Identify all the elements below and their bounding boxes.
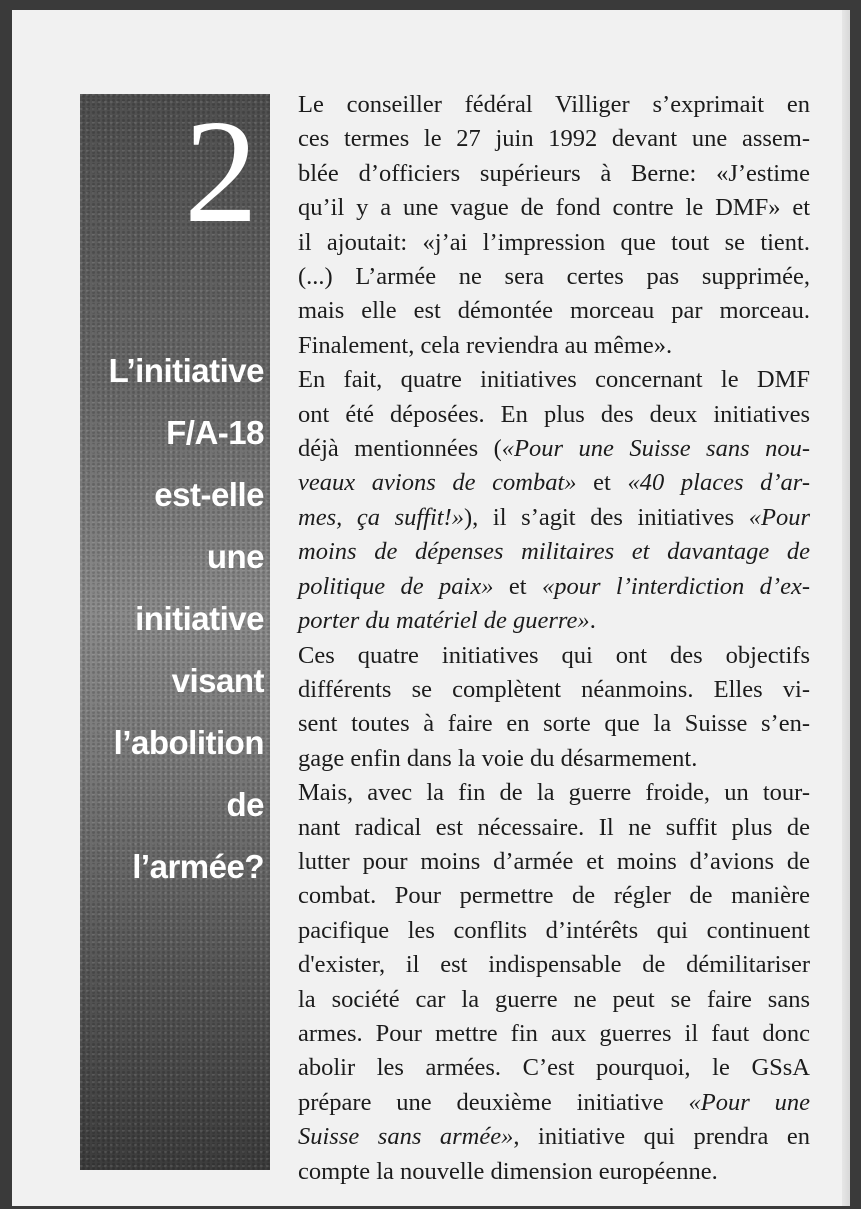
paragraph — [298, 88, 810, 363]
text-segment: mais elle est démontée morceau par morceau. — [298, 297, 810, 325]
text-line — [298, 157, 810, 191]
text-segment: Le conseiller fédéral Villiger s’exprimait en — [298, 91, 810, 118]
paragraph — [298, 776, 810, 1189]
italic-text: «40 places d’ar- — [627, 469, 811, 497]
text-line — [298, 1086, 810, 1120]
text-line — [298, 226, 810, 260]
text-line — [298, 260, 810, 294]
text-line — [298, 432, 810, 466]
banner-title-line: visant — [171, 662, 264, 699]
text-segment: ces termes le 27 juin 1992 devant une assem- — [298, 125, 810, 153]
text-segment: compte la nouvelle dimension européenne. — [298, 1157, 718, 1185]
italic-text: moins de dépenses militaires et davantage de — [298, 538, 810, 566]
banner-title-line: F/A-18 — [166, 414, 264, 451]
paragraph — [298, 363, 810, 638]
side-banner — [80, 94, 270, 1170]
text-line — [298, 639, 810, 673]
text-line — [298, 1051, 810, 1085]
body-text — [298, 88, 810, 1189]
text-segment: abolir les armées. C’est pourquoi, le GSsA — [298, 1054, 810, 1082]
text-segment: pacifique les conflits d’intérêts qui continuent — [298, 916, 810, 944]
banner-title-line: initiative — [135, 600, 264, 637]
text-segment: blée d’officiers supérieurs à Berne: «J’estime — [298, 159, 810, 187]
text-line — [298, 88, 810, 122]
page-sheet — [12, 10, 850, 1206]
italic-text: Suisse sans armée» — [298, 1123, 514, 1151]
text-segment: combat. Pour permettre de régler de manière — [298, 882, 810, 910]
text-line — [298, 673, 810, 707]
text-line — [298, 1155, 810, 1189]
text-line — [298, 294, 810, 328]
text-segment: qu’il y a une vague de fond contre le DMF» et — [298, 194, 810, 222]
text-segment: En fait, quatre initiatives concernant le DMF — [298, 366, 810, 394]
text-line — [298, 1017, 810, 1051]
text-segment: la société car la guerre ne peut se faire sans — [298, 985, 810, 1013]
text-segment: Finalement, cela reviendra au même». — [298, 331, 673, 359]
text-segment: prépare une deuxième initiative — [298, 1088, 689, 1116]
italic-text: «Pour une Suisse sans nou- — [501, 435, 810, 463]
text-line — [298, 845, 810, 879]
text-line — [298, 879, 810, 913]
italic-text: «Pour une — [688, 1088, 810, 1116]
text-line — [298, 983, 810, 1017]
text-line — [298, 363, 810, 397]
text-segment: d'exister, il est indispensable de démilitariser — [298, 951, 810, 979]
text-line — [298, 914, 810, 948]
text-line — [298, 570, 810, 604]
text-segment: et — [576, 469, 628, 497]
text-line — [298, 742, 810, 776]
text-segment: . — [589, 607, 596, 635]
text-segment: armes. Pour mettre fin aux guerres il faut donc — [298, 1019, 810, 1047]
text-segment: Mais, avec la fin de la guerre froide, un tour- — [298, 779, 810, 807]
banner-title-line: L’initiative — [108, 352, 264, 389]
text-segment: lutter pour moins d’armée et moins d’avions de — [298, 847, 810, 875]
paragraph — [298, 639, 810, 777]
banner-title-line: de — [226, 786, 264, 823]
text-segment: nant radical est nécessaire. Il ne suffit plus de — [298, 813, 810, 841]
italic-text: «pour l’interdiction d’ex- — [541, 572, 810, 600]
text-segment: ), il s’agit des initiatives — [464, 503, 749, 531]
italic-text: porter du matériel de guerre» — [298, 607, 590, 635]
text-line — [298, 329, 810, 363]
text-line — [298, 501, 810, 535]
text-segment: , initiative qui prendra en — [513, 1123, 810, 1151]
banner-title-line: l’abolition — [113, 724, 264, 761]
italic-text: mes, ça suffit!» — [298, 503, 465, 531]
text-segment: il ajoutait: «j’ai l’impression que tout se tient. — [298, 228, 810, 256]
text-line — [298, 191, 810, 225]
text-line — [298, 776, 810, 810]
text-segment: déjà mentionnées ( — [298, 435, 502, 463]
text-line — [298, 122, 810, 156]
text-segment: sent toutes à faire en sorte que la Suisse s’en- — [298, 710, 810, 738]
banner-number: 2 — [184, 94, 258, 254]
banner-title-line: l’armée? — [132, 848, 264, 885]
text-segment: Ces quatre initiatives qui ont des objectifs — [298, 641, 810, 669]
text-segment: gage enfin dans la voie du désarmement. — [298, 744, 698, 772]
text-line — [298, 1120, 810, 1154]
text-line — [298, 707, 810, 741]
italic-text: veaux avions de combat» — [298, 469, 577, 497]
text-segment: et — [493, 572, 542, 600]
banner-title-line: une — [206, 538, 264, 575]
italic-text: «Pour — [748, 503, 810, 531]
text-line — [298, 398, 810, 432]
text-segment: (...) L’armée ne sera certes pas supprimée, — [298, 263, 810, 291]
text-line — [298, 466, 810, 500]
banner-title-line: est-elle — [154, 476, 264, 513]
banner-title — [80, 340, 264, 898]
text-line — [298, 948, 810, 982]
text-segment: différents se complètent néanmoins. Elles vi- — [298, 675, 810, 703]
text-line — [298, 811, 810, 845]
text-segment: ont été déposées. En plus des deux initiatives — [298, 400, 810, 428]
italic-text: politique de paix» — [298, 572, 494, 600]
text-line — [298, 604, 810, 638]
text-line — [298, 535, 810, 569]
